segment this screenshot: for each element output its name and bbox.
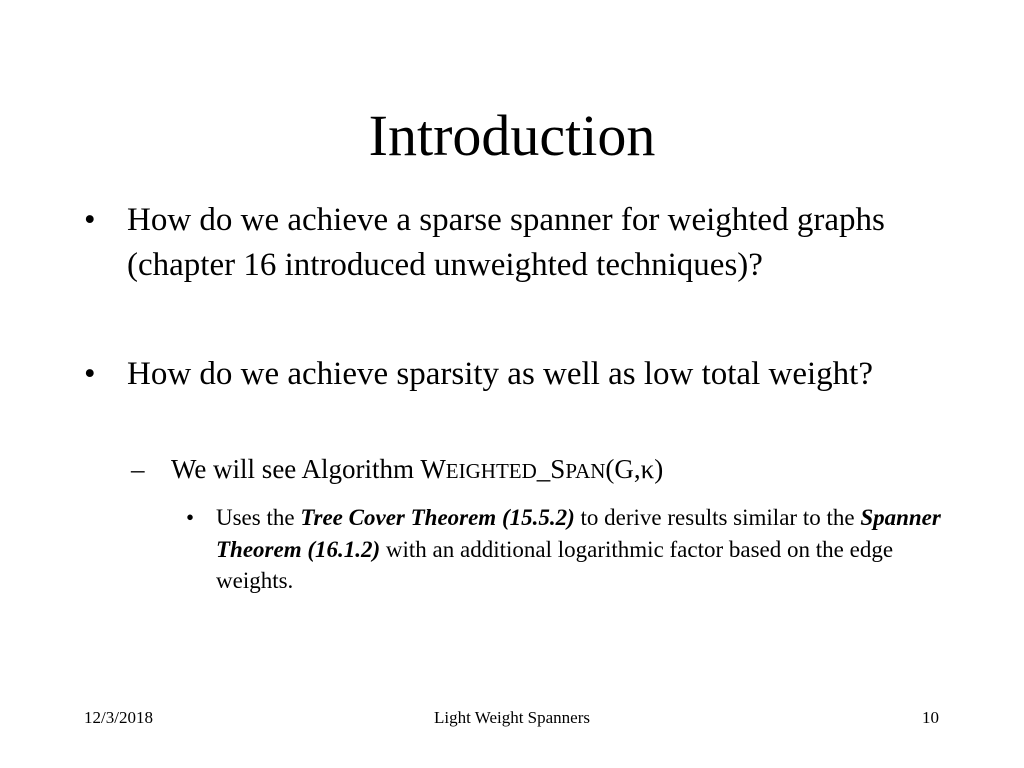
dash-marker: –	[131, 454, 145, 484]
sub-sub-bullet-item	[186, 502, 946, 597]
bullet-text: How do we achieve a sparse spanner for weighted graphs (chapter 16 introduced unweighted techniques)?	[127, 202, 885, 283]
footer-title: Light Weight Spanners	[433, 708, 591, 727]
algorithm-letter: S	[550, 454, 566, 484]
theorem-reference: Tree Cover Theorem (15.5.2)	[300, 505, 575, 530]
algorithm-smallcaps: EIGHTED	[445, 459, 537, 483]
bullet-marker: •	[186, 505, 195, 530]
bullet-item	[84, 352, 947, 397]
bullet-marker: •	[84, 356, 96, 392]
text-segment: Uses the	[216, 505, 301, 530]
text-segment: with an additional logarithmic factor based on the edge weights.	[216, 536, 894, 593]
algorithm-underscore: _	[536, 454, 551, 484]
slide-title: Introduction	[368, 103, 656, 168]
sub-bullet-prefix: We will see Algorithm	[171, 454, 421, 484]
algorithm-smallcaps: PAN	[565, 459, 606, 483]
footer-page-number: 10	[922, 708, 939, 727]
algorithm-letter: W	[420, 454, 446, 484]
bullet-text: How do we achieve sparsity as well as low total weight?	[127, 356, 873, 392]
algorithm-args: (G,κ)	[605, 454, 664, 484]
bullet-item	[84, 198, 947, 288]
sub-bullet-item	[131, 451, 951, 489]
algorithm-name	[420, 454, 663, 484]
footer-date: 12/3/2018	[84, 708, 153, 727]
bullet-marker: •	[84, 202, 96, 238]
theorem-reference: Spanner Theorem (16.1.2)	[216, 505, 941, 562]
text-segment: to derive results similar to the	[574, 505, 861, 530]
